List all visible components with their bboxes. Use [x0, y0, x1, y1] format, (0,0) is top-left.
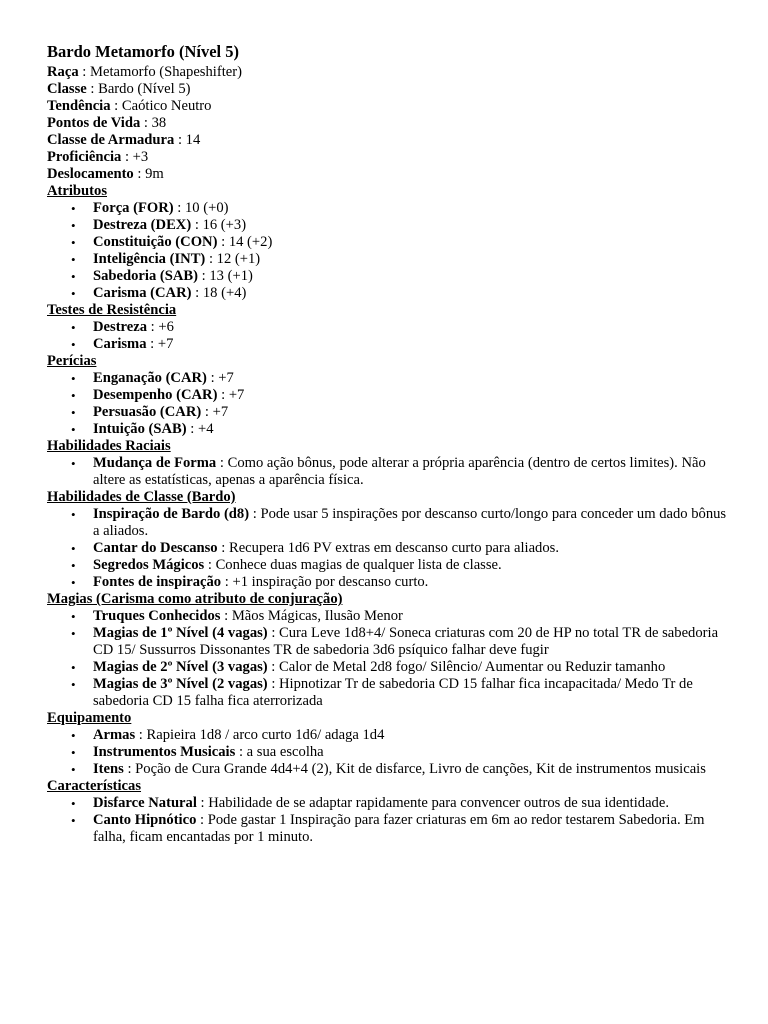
- list-item: • Fontes de inspiração : +1 inspiração por descanso curto.: [93, 574, 728, 591]
- item-value: +7: [212, 404, 229, 420]
- item-label: Segredos Mágicos: [93, 557, 205, 573]
- item-value: 10 (+0): [185, 200, 229, 216]
- section-title-saving-throws: Testes de Resistência: [47, 302, 177, 318]
- item-label: Inspiração de Bardo (d8): [93, 506, 250, 522]
- section-title-racial-abilities: Habilidades Raciais: [47, 438, 171, 454]
- item-value: Como ação bônus, pode alterar a própria aparência (dentro de certos limites). Não altere as estatísticas, apenas a aparência física.: [93, 455, 706, 488]
- item-label: Fontes de inspiração: [93, 574, 222, 590]
- list-item: • Instrumentos Musicais : a sua escolha: [93, 744, 728, 761]
- info-label: Classe de Armadura: [47, 132, 175, 148]
- item-label: Cantar do Descanso: [93, 540, 218, 556]
- class-abilities-list: [47, 506, 728, 591]
- list-item: • Sabedoria (SAB) : 13 (+1): [93, 268, 728, 285]
- item-label: Força (FOR): [93, 200, 174, 216]
- list-item: • Segredos Mágicos : Conhece duas magias de qualquer lista de classe.: [93, 557, 728, 574]
- section-title-equipment: Equipamento: [47, 710, 132, 726]
- info-alignment: Tendência : Caótico Neutro: [47, 98, 212, 114]
- item-value: 14 (+2): [228, 234, 273, 250]
- section-title-attributes: Atributos: [47, 183, 107, 199]
- item-value: Habilidade de se adaptar rapidamente para convencer outros de sua identidade.: [208, 795, 669, 811]
- section-title-traits: Características: [47, 778, 142, 794]
- info-value: 14: [185, 132, 201, 148]
- section-title-class-abilities: Habilidades de Classe (Bardo): [47, 489, 236, 505]
- item-label: Carisma: [93, 336, 147, 352]
- list-item: • Destreza : +6: [93, 319, 728, 336]
- skills-list: [47, 370, 728, 438]
- list-item: • Armas : Rapieira 1d8 / arco curto 1d6/ adaga 1d4: [93, 727, 728, 744]
- list-item: • Intuição (SAB) : +4: [93, 421, 728, 438]
- info-speed: Deslocamento : 9m: [47, 166, 164, 182]
- list-item: • Enganação (CAR) : +7: [93, 370, 728, 387]
- item-label: Destreza: [93, 319, 148, 335]
- list-item: • Força (FOR) : 10 (+0): [93, 200, 728, 217]
- item-label: Magias de 3º Nível (2 vagas): [93, 676, 272, 692]
- info-value: Metamorfo (Shapeshifter): [89, 64, 242, 80]
- info-proficiency: Proficiência : +3: [47, 149, 149, 165]
- traits-list: [47, 795, 728, 846]
- item-label: Truques Conhecidos: [93, 608, 221, 624]
- item-value: 18 (+4): [202, 285, 247, 301]
- item-label: Enganação (CAR): [93, 370, 207, 386]
- info-value: Caótico Neutro: [121, 98, 212, 114]
- list-item: • Itens : Poção de Cura Grande 4d4+4 (2), Kit de disfarce, Livro de canções, Kit de instrumentos musicais: [93, 761, 728, 778]
- item-label: Sabedoria (SAB): [93, 268, 199, 284]
- list-item: • Persuasão (CAR) : +7: [93, 404, 728, 421]
- item-value: +4: [198, 421, 214, 437]
- item-label: Desempenho (CAR): [93, 387, 218, 403]
- saving-throws-list: [47, 319, 728, 353]
- list-item: • Magias de 2º Nível (3 vagas) : Calor de Metal 2d8 fogo/ Silêncio/ Aumentar ou Reduzir tamanho: [93, 659, 728, 676]
- info-label: Raça: [47, 64, 79, 80]
- item-label: Destreza (DEX): [93, 217, 192, 233]
- info-label: Deslocamento: [47, 166, 134, 182]
- section-title-skills: Perícias: [47, 353, 97, 369]
- item-value: Cura Leve 1d8+4/ Soneca criaturas com 20 de HP no total TR de sabedoria CD 15/ Sussurros Dissonantes TR de sabedoria 3d6 psíquico falhar deve fugir: [93, 625, 719, 658]
- item-value: +7: [218, 370, 234, 386]
- item-label: Constituição (CON): [93, 234, 218, 250]
- racial-abilities-list: [47, 455, 728, 489]
- info-label: Pontos de Vida: [47, 115, 141, 131]
- list-item: • Inspiração de Bardo (d8) : Pode usar 5 inspirações por descanso curto/longo para conceder um dado bônus a aliados.: [93, 506, 728, 540]
- list-item: • Mudança de Forma : Como ação bônus, pode alterar a própria aparência (dentro de certos limites). Não altere as estatísticas, apenas a aparência física.: [93, 455, 728, 489]
- info-label: Tendência: [47, 98, 111, 114]
- list-item: • Inteligência (INT) : 12 (+1): [93, 251, 728, 268]
- item-label: Carisma (CAR): [93, 285, 192, 301]
- item-value: Poção de Cura Grande 4d4+4 (2), Kit de disfarce, Livro de canções, Kit de instrumentos musicais: [135, 761, 706, 777]
- list-item: • Carisma (CAR) : 18 (+4): [93, 285, 728, 302]
- item-label: Inteligência (INT): [93, 251, 206, 267]
- item-value: +7: [157, 336, 174, 352]
- list-item: • Carisma : +7: [93, 336, 728, 353]
- item-value: Mãos Mágicas, Ilusão Menor: [231, 608, 403, 624]
- list-item: • Magias de 1º Nível (4 vagas) : Cura Leve 1d8+4/ Soneca criaturas com 20 de HP no total TR de sabedoria CD 15/ Sussurros Dissonantes TR de sabedoria 3d6 psíquico falhar deve fugir: [93, 625, 728, 659]
- item-label: Magias de 1º Nível (4 vagas): [93, 625, 272, 641]
- info-value: +3: [132, 149, 149, 165]
- info-block: [47, 64, 728, 183]
- item-label: Intuição (SAB): [93, 421, 187, 437]
- list-item: • Cantar do Descanso : Recupera 1d6 PV extras em descanso curto para aliados.: [93, 540, 728, 557]
- page-title: Bardo Metamorfo (Nível 5): [47, 42, 239, 61]
- list-item: • Constituição (CON) : 14 (+2): [93, 234, 728, 251]
- info-class: Classe : Bardo (Nível 5): [47, 81, 191, 97]
- info-race: Raça : Metamorfo (Shapeshifter): [47, 64, 242, 80]
- list-item: • Canto Hipnótico : Pode gastar 1 Inspiração para fazer criaturas em 6m ao redor testarem Sabedoria. Em falha, ficam encantadas por 1 minuto.: [93, 812, 728, 846]
- item-value: a sua escolha: [246, 744, 324, 760]
- info-label: Proficiência: [47, 149, 122, 165]
- item-label: Mudança de Forma: [93, 455, 217, 471]
- list-item: • Disfarce Natural : Habilidade de se adaptar rapidamente para convencer outros de sua identidade.: [93, 795, 728, 812]
- item-label: Persuasão (CAR): [93, 404, 202, 420]
- item-label: Instrumentos Musicais: [93, 744, 236, 760]
- info-label: Classe: [47, 81, 87, 97]
- item-value: Calor de Metal 2d8 fogo/ Silêncio/ Aumentar ou Reduzir tamanho: [279, 659, 666, 675]
- item-value: Pode usar 5 inspirações por descanso curto/longo para conceder um dado bônus a aliados.: [93, 506, 727, 539]
- item-value: Pode gastar 1 Inspiração para fazer criaturas em 6m ao redor testarem Sabedoria. Em falha, ficam encantadas por 1 minuto.: [93, 812, 705, 845]
- list-item: • Truques Conhecidos : Mãos Mágicas, Ilusão Menor: [93, 608, 728, 625]
- item-value: 16 (+3): [202, 217, 247, 233]
- info-value: 38: [151, 115, 167, 131]
- list-item: • Destreza (DEX) : 16 (+3): [93, 217, 728, 234]
- item-value: +1 inspiração por descanso curto.: [232, 574, 429, 590]
- item-label: Armas: [93, 727, 136, 743]
- spells-list: [47, 608, 728, 710]
- info-value: 9m: [145, 166, 164, 182]
- equipment-list: [47, 727, 728, 778]
- item-value: Conhece duas magias de qualquer lista de classe.: [215, 557, 502, 573]
- info-armor-class: Classe de Armadura : 14: [47, 132, 201, 148]
- item-value: 13 (+1): [209, 268, 253, 284]
- item-value: Recupera 1d6 PV extras em descanso curto para aliados.: [228, 540, 559, 556]
- item-label: Magias de 2º Nível (3 vagas): [93, 659, 268, 675]
- item-label: Disfarce Natural: [93, 795, 197, 811]
- section-title-spells: Magias (Carisma como atributo de conjuração): [47, 591, 343, 607]
- item-value: +7: [228, 387, 245, 403]
- info-hit-points: Pontos de Vida : 38: [47, 115, 167, 131]
- item-label: Itens: [93, 761, 124, 777]
- item-value: Hipnotizar Tr de sabedoria CD 15 falhar fica incapacitada/ Medo Tr de sabedoria CD 15 falha fica aterrorizada: [93, 676, 693, 709]
- item-value: Rapieira 1d8 / arco curto 1d6/ adaga 1d4: [146, 727, 385, 743]
- info-value: Bardo (Nível 5): [98, 81, 191, 97]
- list-item: • Desempenho (CAR) : +7: [93, 387, 728, 404]
- list-item: • Magias de 3º Nível (2 vagas) : Hipnotizar Tr de sabedoria CD 15 falhar fica incapacitada/ Medo Tr de sabedoria CD 15 falha fica aterrorizada: [93, 676, 728, 710]
- item-value: +6: [158, 319, 174, 335]
- attributes-list: [47, 200, 728, 302]
- item-value: 12 (+1): [216, 251, 261, 267]
- item-label: Canto Hipnótico: [93, 812, 197, 828]
